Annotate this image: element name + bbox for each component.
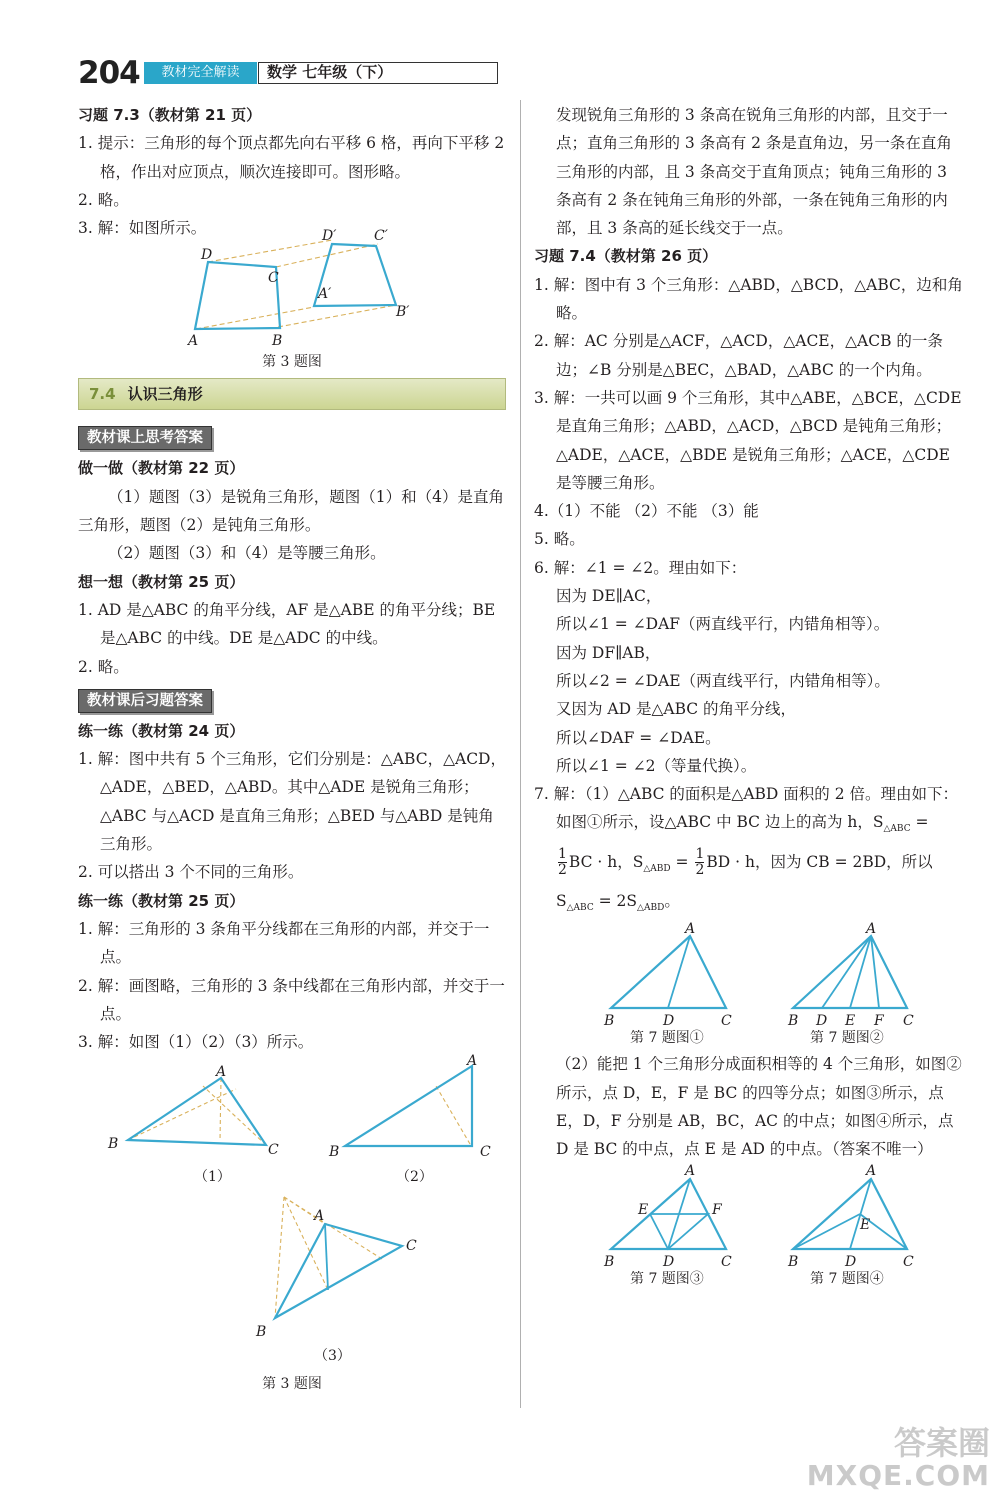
ex74-q4: 4.（1）不能 （2）不能 （3）能 <box>534 502 759 521</box>
q6-line-4: 所以∠2 = ∠DAE（两直线平行，内错角相等）。 <box>556 671 890 690</box>
figure-caption: 第 3 题图 <box>262 354 322 371</box>
label-C-prime: C′ <box>374 228 388 245</box>
xiang-title: 想一想（教材第 25 页） <box>78 572 245 591</box>
watermark-line-1: 答案圈 <box>893 1424 990 1462</box>
t1-label-C: C <box>268 1142 279 1159</box>
answer-bar-in-class: 教材课上思考答案 <box>78 426 212 450</box>
q7-eq: = <box>910 813 929 832</box>
ex74-q2: 2. 解：AC 分别是△ACF，△ACD，△ACE，△ACB 的一条边；∠B 分别是△BEC，△BAD，△ABC 的一个内角。 <box>534 332 943 379</box>
watermark-line-2: MXQE.COM <box>806 1459 990 1492</box>
q6-line-3: 因为 DF∥AB， <box>556 643 661 662</box>
q7-sub-abd: △ABD <box>643 863 671 874</box>
f2-label-E: E <box>845 1013 856 1030</box>
ex74-q6: 6. 解：∠1 = ∠2。理由如下： <box>534 558 747 577</box>
f1-label-A: A <box>685 921 696 938</box>
watermark <box>807 1425 990 1491</box>
triangles-caption: 第 3 题图 <box>262 1376 322 1393</box>
f1-label-B: B <box>604 1013 615 1030</box>
label-A-prime: A′ <box>318 286 332 303</box>
q7-line-c <box>534 844 966 887</box>
left-column <box>78 101 506 1396</box>
xiang-2: 2. 略。 <box>78 657 129 676</box>
q7-part-2: （2）能把 1 个三角形分成面积相等的 4 个三角形，如图②所示，点 D，E，F 是 BC 的四等分点；如图③所示，点 E，D，F 分别是 AB，BC，AC 的中点；如图④所示，点 D 是 BC 的中点，点 E 是 AD 的中点。（答案不唯一） <box>556 1055 962 1159</box>
f4-label-C: C <box>903 1254 914 1271</box>
label-C: C <box>268 270 279 287</box>
zuo-2: （2）题图（3）和（4）是等腰三角形。 <box>108 544 386 563</box>
t3-label-C: C <box>406 1238 417 1255</box>
ex73-q1: 1. 提示：三角形的每个顶点都先向右平移 6 格，再向下平移 2 格，作出对应顶点，顺次连接即可。图形略。 <box>78 134 505 181</box>
answer-bar-after-class: 教材课后习题答案 <box>78 689 212 713</box>
zuo-1: （1）题图（3）是锐角三角形，题图（1）和（4）是直角三角形，题图（2）是钝角三角形。 <box>78 487 504 535</box>
figure-7-row1 <box>534 922 966 1050</box>
q7-c3: BD · h，因为 CB = 2BD，所以 <box>706 852 933 871</box>
t1-label-B: B <box>108 1136 119 1153</box>
book-title: 数学 七年级（下） <box>258 62 498 84</box>
f2-label-A: A <box>866 921 877 938</box>
figure-triangles <box>78 1053 506 1396</box>
q7-c1: BC · h，S <box>568 852 644 871</box>
f3-label-D: D <box>663 1254 675 1271</box>
f1-label-D: D <box>663 1013 675 1030</box>
ex73-q3: 3. 解：如图所示。 <box>78 219 207 238</box>
lian1-q1: 1. 解：图中共有 5 个三角形，它们分别是：△ABC，△ACD，△ADE，△BED，△ABD。其中△ADE 是锐角三角形；△ABC 与△ACD 是直角三角形；△BED 与△ABD 是钝角三角形。 <box>78 750 506 854</box>
lian2-title: 练一练（教材第 25 页） <box>78 891 245 910</box>
q7-line-b <box>534 808 966 843</box>
q7-b-text: 如图①所示，设△ABC 中 BC 边上的高为 h，S <box>556 813 884 832</box>
page-number: 204 <box>78 55 140 91</box>
f1-label-C: C <box>721 1013 732 1030</box>
caption-7-1: 第 7 题图① <box>630 1030 704 1047</box>
fraction-half-2 <box>695 847 704 878</box>
q7-c2: = <box>670 852 689 871</box>
q6-line-5: 又因为 AD 是△ABC 的角平分线， <box>556 700 797 719</box>
label-D-prime: D′ <box>322 228 337 245</box>
q7-d1: S <box>556 891 567 910</box>
caption-7-4: 第 7 题图④ <box>810 1271 884 1288</box>
lian2-q1: 1. 解：三角形的 3 条角平分线都在三角形的内部，并交于一点。 <box>78 919 490 967</box>
frac2-num: 1 <box>695 846 705 863</box>
section-title: 认识三角形 <box>127 385 203 404</box>
q6-line-7: 所以∠1 = ∠2（等量代换）。 <box>556 756 757 775</box>
t3-label-A: A <box>314 1208 325 1225</box>
sub-caption-1: （1） <box>194 1169 231 1186</box>
q7-d2: = 2S <box>593 891 638 910</box>
frac1-num: 1 <box>558 846 567 863</box>
f4-label-D: D <box>845 1254 857 1271</box>
zuo-title: 做一做（教材第 22 页） <box>78 459 245 478</box>
f2-label-B: B <box>788 1013 799 1030</box>
sub-caption-2: （2） <box>396 1169 433 1186</box>
continued-text: 发现锐角三角形的 3 条高在锐角三角形的内部，且交于一点；直角三角形的 3 条高有 2 条是直角边，另一条在直角三角形的内部，且 3 条高交于直角顶点；钝角三角形的 3 条高有 2 条在钝角三角形的外部，一条在钝角三角形的内部，且 3 条高的延长线交于一点。 <box>556 106 952 238</box>
f4-label-A: A <box>866 1163 877 1180</box>
t2-label-A: A <box>467 1053 478 1070</box>
exercise-7-4-title: 习题 7.4（教材第 26 页） <box>534 247 718 266</box>
f4-label-E: E <box>860 1217 871 1234</box>
fraction-half-1 <box>558 847 567 878</box>
ex74-q5: 5. 略。 <box>534 530 585 549</box>
section-number: 7.4 <box>89 385 116 404</box>
q6-line-1: 因为 DE∥AC， <box>556 587 662 606</box>
f3-label-E: E <box>638 1202 649 1219</box>
lian2-q3: 3. 解：如图（1）（2）（3）所示。 <box>78 1033 314 1052</box>
label-B-prime: B′ <box>396 304 410 321</box>
f2-label-C: C <box>903 1013 914 1030</box>
area-diagram-1-2 <box>534 922 966 1050</box>
triangle-altitudes-diagram <box>78 1053 506 1396</box>
caption-7-3: 第 7 题图③ <box>630 1271 704 1288</box>
section-heading <box>78 378 506 410</box>
lian1-title: 练一练（教材第 24 页） <box>78 721 245 740</box>
t1-label-A: A <box>216 1064 227 1081</box>
t3-label-B: B <box>256 1324 267 1341</box>
t2-label-C: C <box>480 1144 491 1161</box>
exercise-7-3-title: 习题 7.3（教材第 21 页） <box>78 106 262 124</box>
f4-label-B: B <box>788 1254 799 1271</box>
q7-d-sub1: △ABC <box>566 903 594 913</box>
area-diagram-3-4 <box>534 1163 966 1291</box>
f3-label-F: F <box>712 1202 722 1219</box>
t2-label-B: B <box>329 1144 340 1161</box>
xiang-1: 1. AD 是△ABC 的角平分线，AF 是△ABE 的角平分线；BE 是△ABC 的中线。DE 是△ADC 的中线。 <box>78 600 496 648</box>
ex73-q2: 2. 略。 <box>78 190 129 209</box>
f3-label-A: A <box>685 1163 696 1180</box>
figure-7-row2 <box>534 1163 966 1291</box>
sub-caption-3: （3） <box>314 1348 351 1365</box>
lian1-q2: 2. 可以搭出 3 个不同的三角形。 <box>78 863 304 882</box>
label-D: D <box>201 247 213 264</box>
ex74-q7: 7. 解：（1）△ABC 的面积是△ABD 面积的 2 倍。理由如下： <box>534 785 958 804</box>
lian2-q2: 2. 解：画图略，三角形的 3 条中线都在三角形内部，并交于一点。 <box>78 976 505 1023</box>
q7-sub-abc: △ABC <box>883 824 911 835</box>
q7-d-sub2: △ABD <box>637 903 665 913</box>
f2-label-D: D <box>816 1013 828 1030</box>
q7-d3: 。 <box>664 891 680 910</box>
ex74-q3: 3. 解：一共可以画 9 个三角形，其中△ABE，△BCE，△CDE 是直角三角形；△ABD，△ACD，△BCD 是钝角三角形；△ADE，△ACE，△BDE 是锐角三角形；△ACE，△CDE 是等腰三角形。 <box>534 388 962 492</box>
frac1-den: 2 <box>558 862 567 879</box>
right-column <box>534 101 966 1291</box>
q6-line-6: 所以∠DAF = ∠DAE。 <box>556 728 721 747</box>
q7-line-d <box>534 887 966 922</box>
f3-label-C: C <box>721 1254 732 1271</box>
series-badge: 教材完全解读 <box>144 62 257 84</box>
label-A: A <box>188 333 199 350</box>
q6-line-2: 所以∠1 = ∠DAF（两直线平行，内错角相等）。 <box>556 615 890 634</box>
f2-label-F: F <box>874 1013 884 1030</box>
f3-label-B: B <box>604 1254 615 1271</box>
ex74-q1: 1. 解：图中有 3 个三角形：△ABD，△BCD，△ABC，边和角略。 <box>534 275 963 323</box>
label-B: B <box>272 333 283 350</box>
caption-7-2: 第 7 题图② <box>810 1030 884 1047</box>
column-divider <box>520 100 521 1408</box>
frac2-den: 2 <box>695 862 705 879</box>
